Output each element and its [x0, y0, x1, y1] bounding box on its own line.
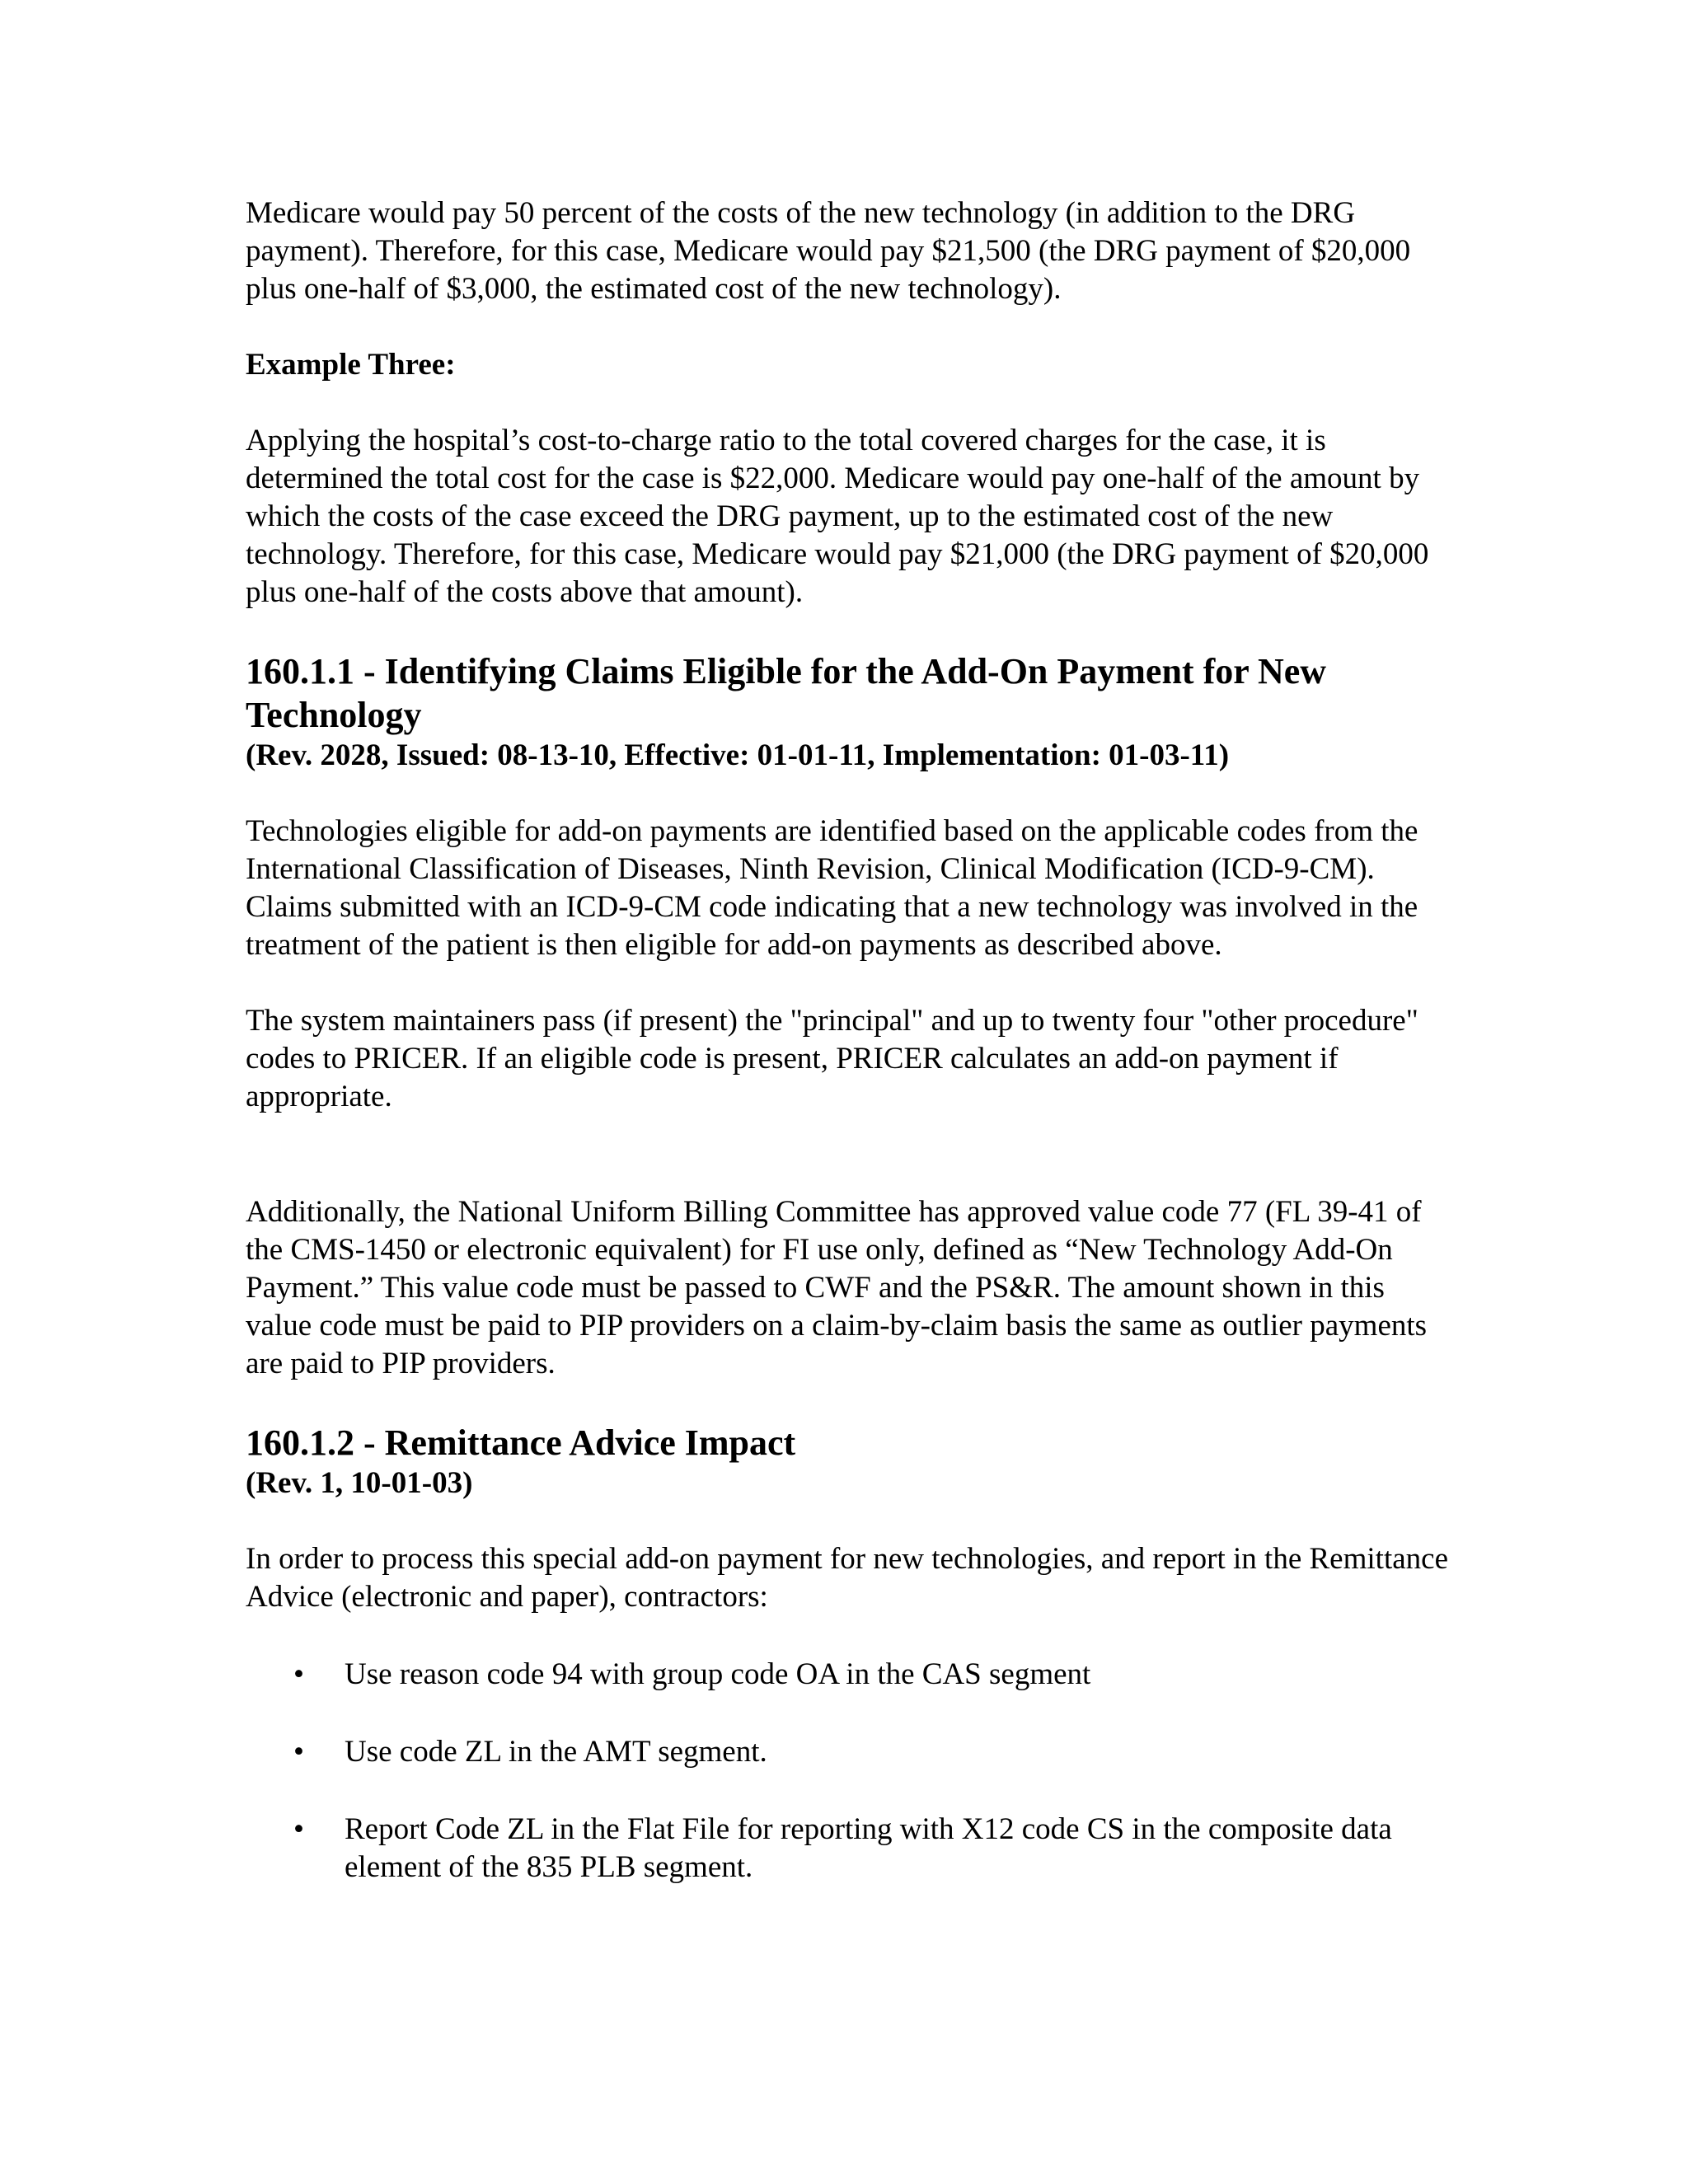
section-revision-160-1-1: (Rev. 2028, Issued: 08-13-10, Effective: 01-01-11, Implementation: 01-03-11)	[246, 738, 1230, 772]
list-item	[246, 1733, 1449, 1771]
list-item-text: Use reason code 94 with group code OA in the CAS segment	[345, 1657, 1091, 1691]
list-item	[246, 1656, 1449, 1694]
paragraph-technologies-eligible: Technologies eligible for add-on payments are identified based on the applicable codes from the International Classification of Diseases, Ninth Revision, Clinical Modification (ICD-9-CM). Claims submitted with an ICD-9-CM code indicating that a new technology was involved in the treatment of the patient is then eligible for add-on payments as described above.	[246, 814, 1418, 962]
bullet-icon: •	[293, 1812, 304, 1846]
example-three-heading: Example Three:	[246, 348, 456, 382]
bullet-icon: •	[293, 1657, 304, 1691]
paragraph-remittance-intro: In order to process this special add-on payment for new technologies, and report in the Remittance Advice (electronic and paper), contractors:	[246, 1542, 1448, 1614]
remittance-bullet-list	[246, 1656, 1449, 1886]
paragraph-system-maintainers: The system maintainers pass (if present) the "principal" and up to twenty four "other procedure" codes to PRICER. If an eligible code is present, PRICER calculates an add-on payment if appropriate.	[246, 1004, 1418, 1113]
list-item-text: Use code ZL in the AMT segment.	[345, 1735, 767, 1769]
section-heading-160-1-1: 160.1.1 - Identifying Claims Eligible for the Add-On Payment for New Technology	[246, 651, 1327, 735]
bullet-icon: •	[293, 1735, 304, 1769]
document-page	[246, 194, 1449, 1886]
paragraph-drg-payment-example: Medicare would pay 50 percent of the costs of the new technology (in addition to the DRG payment). Therefore, for this case, Medicare would pay $21,500 (the DRG payment of $20,000 plus one-half of $3,000, the estimated cost of the new technology).	[246, 196, 1411, 306]
paragraph-cost-to-charge-example: Applying the hospital’s cost-to-charge ratio to the total covered charges for the case, it is determined the total cost for the case is $22,000. Medicare would pay one-half of the amount by which the costs of the case exceed the DRG payment, up to the estimated cost of the new technology. Therefore, for this case, Medicare would pay $21,000 (the DRG payment of $20,000 plus one-half of the costs above that amount).	[246, 424, 1429, 609]
section-revision-160-1-2: (Rev. 1, 10-01-03)	[246, 1466, 473, 1500]
paragraph-value-code-77: Additionally, the National Uniform Billing Committee has approved value code 77 (FL 39-41 of the CMS-1450 or electronic equivalent) for FI use only, defined as “New Technology Add-On Payment.” This value code must be passed to CWF and the PS&R. The amount shown in this value code must be paid to PIP providers on a claim-by-claim basis the same as outlier payments are paid to PIP providers.	[246, 1195, 1428, 1380]
section-heading-160-1-2: 160.1.2 - Remittance Advice Impact	[246, 1422, 796, 1463]
list-item-text: Report Code ZL in the Flat File for reporting with X12 code CS in the composite data element of the 835 PLB segment.	[345, 1812, 1392, 1884]
list-item	[246, 1811, 1449, 1886]
